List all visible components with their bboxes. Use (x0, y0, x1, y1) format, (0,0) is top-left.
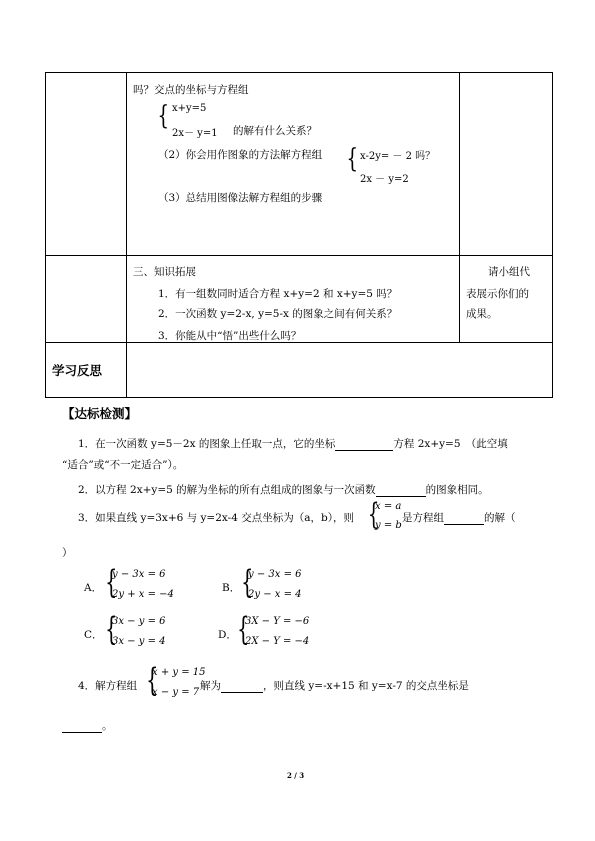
q4-blank-1[interactable] (221, 680, 263, 693)
q4-sys-eq1: x + y = 15 (152, 667, 206, 678)
option-b-eq1: y − 3x = 6 (248, 569, 302, 580)
sys1-eq2: 2x－ y=1 (172, 128, 218, 139)
option-d-label: D． (218, 629, 237, 641)
option-b-label: B． (222, 582, 241, 594)
left-brace-icon: { (237, 610, 250, 648)
q1-line2: “适合”或“不一定适合”）。 (62, 459, 184, 471)
q4-blank-2[interactable] (62, 720, 102, 733)
option-a-eq1: y − 3x = 6 (112, 569, 166, 580)
q2-part1: 2．以方程 2x+y=5 的解为坐标的所有点组成的图象与一次函数 (78, 484, 376, 496)
row1-line1: 吗？交点的坐标与方程组 (133, 84, 249, 96)
page-number: 2 / 3 (287, 771, 305, 780)
q3-part2: 是方程组 (402, 512, 444, 524)
q3-close-paren: ） (62, 547, 73, 559)
option-c-eq2: 3x − y = 4 (112, 636, 166, 647)
left-brace-icon: { (346, 144, 359, 174)
q2-part2: 的图象相同。 (425, 484, 489, 496)
left-brace-icon: { (241, 563, 254, 601)
q2-line (78, 482, 489, 497)
option-c-eq1: 3x − y = 6 (112, 616, 166, 627)
left-brace-icon: { (157, 101, 170, 131)
q1-part2: 方程 2x+y=5 （此空填 (393, 438, 508, 450)
extension-item-1: 1．有一组数同时适合方程 x+y=2 和 x+y=5 吗？ (158, 288, 398, 300)
q4-part3: ，则直线 y=-x+15 和 y=x-7 的交点坐标是 (263, 680, 469, 692)
q1-blank[interactable] (335, 438, 393, 451)
question-2-text: （2）你会用作图象的方法解方程组 (158, 149, 323, 161)
extension-item-3: 3．你能从中“悟”出些什么吗？ (158, 330, 302, 342)
question-3-text: （3）总结用图像法解方程组的步骤 (158, 192, 323, 204)
left-brace-icon: { (105, 563, 118, 601)
group-note-line2: 表展示你们的 (466, 288, 529, 300)
q4-part2: 解为 (200, 680, 221, 692)
q4-part1: 4．解方程组 (78, 680, 138, 692)
q4-line2 (62, 718, 113, 733)
q4-sys-eq2: x − y = 7 (152, 687, 200, 698)
reflection-label: 学习反思 (52, 363, 103, 378)
left-brace-icon: { (146, 661, 159, 699)
option-d-eq2: 2X − Y = −4 (245, 636, 310, 647)
sys2-eq2: 2x － y=2 (360, 174, 409, 185)
left-brace-icon: { (105, 610, 118, 648)
q2-blank[interactable] (376, 484, 426, 497)
group-note-line1: 请小组代 (488, 266, 530, 278)
sys1-tail: 的解有什么关系？ (233, 125, 317, 137)
left-brace-icon: { (367, 497, 380, 532)
option-b-eq2: 2y − x = 4 (248, 589, 302, 600)
option-a-label: A． (84, 582, 103, 594)
section-title: 【达标检测】 (62, 406, 138, 421)
q3-sys-eq1: x = a (375, 501, 402, 512)
q4-rest (200, 678, 469, 693)
q3-rest (402, 510, 516, 525)
q1-part1: 1．在一次函数 y=5－2x 的图象上任取一点，它的坐标 (78, 438, 336, 450)
extension-item-2: 2．一次函数 y=2-x, y=5-x 的图象之间有何关系？ (158, 308, 398, 320)
option-c-label: C． (84, 629, 103, 641)
option-d-eq1: 3X − Y = −6 (245, 616, 310, 627)
q3-blank[interactable] (444, 512, 484, 525)
q3-part1: 3．如果直线 y=3x+6 与 y=2x-4 交点坐标为（a，b），则 (78, 512, 354, 524)
knowledge-extension-heading: 三、知识拓展 (133, 266, 196, 278)
q3-sys-eq2: y = b (375, 520, 402, 531)
option-a-eq2: 2y + x = −4 (112, 589, 174, 600)
q4-end: 。 (102, 720, 113, 732)
sys2-eq1: x-2y= － 2 吗？ (360, 151, 436, 162)
group-note-line3: 成果。 (466, 308, 498, 320)
sys1-eq1: x+y=5 (172, 103, 207, 114)
q3-part3: 的解（ (484, 512, 516, 524)
q1-line1 (78, 436, 508, 451)
